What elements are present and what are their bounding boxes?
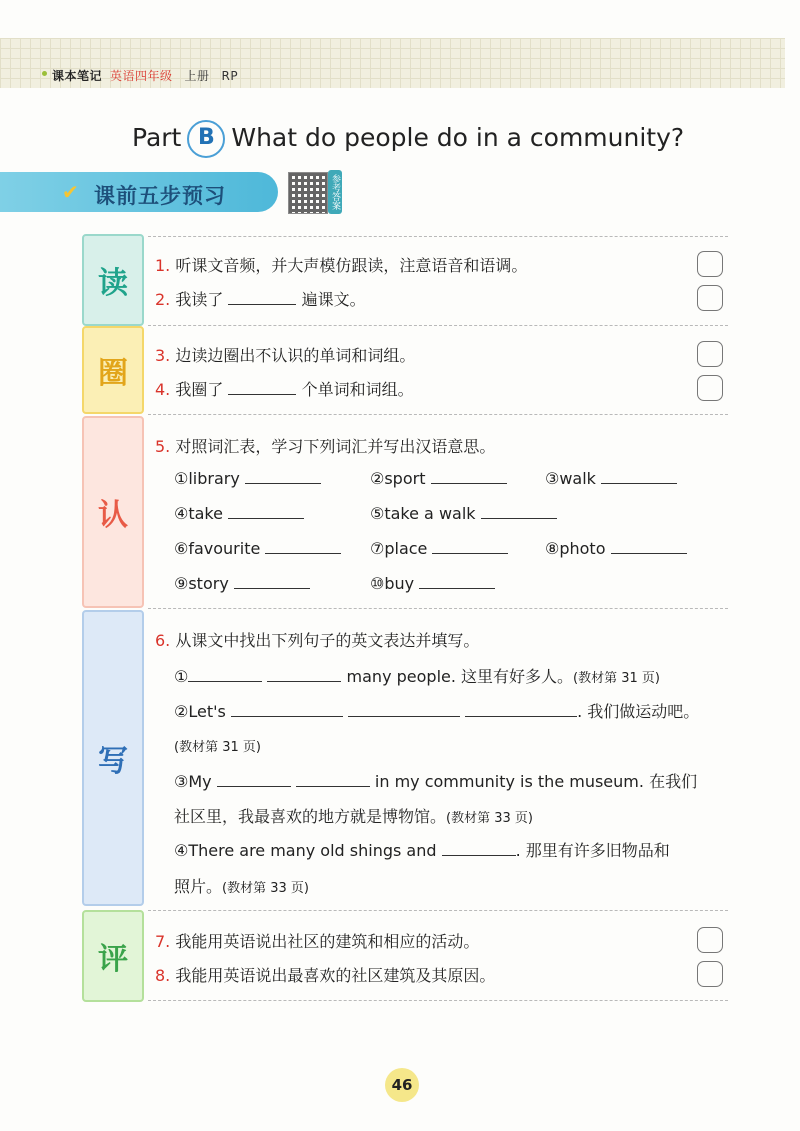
sentence-text: many people.	[346, 667, 456, 686]
divider	[148, 608, 728, 609]
fill-blank[interactable]	[228, 394, 296, 395]
item-text-post: 遍课文。	[301, 290, 366, 309]
banner-title: 课前五步预习	[94, 184, 226, 208]
vocab-word: ③walk	[545, 469, 596, 488]
item-number: 8.	[155, 966, 171, 985]
item-text-post: 个单词和词组。	[301, 380, 414, 399]
item-number: 5.	[155, 437, 171, 456]
sentence-text: ③My	[174, 772, 212, 791]
fill-blank[interactable]	[234, 588, 310, 589]
sentence-text: in my community is the museum.	[374, 772, 644, 791]
header-edition: RP	[221, 69, 239, 83]
sentence-cn: 社区里，我最喜欢的地方就是博物馆。	[174, 807, 447, 826]
vocab-item	[174, 539, 341, 558]
item-1	[155, 253, 527, 276]
item-number: 6.	[155, 631, 171, 650]
vocab-item	[174, 469, 321, 488]
item-text: 听课文音频，并大声模仿跟读，注意语音和语调。	[175, 256, 528, 275]
textbook-ref: (教材第 33 页)	[222, 881, 309, 896]
vocab-item	[370, 469, 507, 488]
item-text: 边读边圈出不认识的单词和词组。	[175, 346, 416, 365]
fill-blank[interactable]	[188, 681, 262, 682]
divider	[148, 910, 728, 911]
fill-blank[interactable]	[419, 588, 495, 589]
divider	[148, 236, 728, 237]
item-number: 2.	[155, 290, 171, 309]
sentence-4-cont	[174, 874, 309, 897]
fill-blank[interactable]	[217, 786, 291, 787]
textbook-ref: (教材第 31 页)	[174, 740, 261, 755]
qr-tag: 参考答案	[328, 170, 342, 214]
item-8	[155, 963, 495, 986]
sentence-cn: 我们做运动吧。	[587, 702, 700, 721]
fill-blank[interactable]	[267, 681, 341, 682]
fill-blank[interactable]	[442, 855, 516, 856]
sentence-2: ②Let's . 我们做运动吧。	[174, 702, 700, 721]
fill-blank[interactable]	[601, 483, 677, 484]
fill-blank[interactable]	[432, 553, 508, 554]
check-icon: ✔	[62, 180, 79, 204]
item-number: 4.	[155, 380, 171, 399]
header-dot	[42, 71, 47, 76]
fill-blank[interactable]	[481, 518, 557, 519]
sentence-3	[174, 769, 697, 792]
fill-blank[interactable]	[231, 716, 343, 717]
vocab-word: ⑩buy	[370, 574, 415, 593]
sentence-4: ④There are many old shings and . 那里有许多旧物品和	[174, 841, 670, 860]
item-number: 1.	[155, 256, 171, 275]
fill-blank[interactable]	[245, 483, 321, 484]
sentence-number: ①	[174, 667, 189, 686]
sentence-cn: 那里有许多旧物品和	[525, 841, 670, 860]
item-text: 从课文中找出下列句子的英文表达并填写。	[175, 631, 480, 650]
item-3	[155, 343, 415, 366]
section-evaluate-label: 评	[82, 910, 144, 1002]
vocab-word: ④take	[174, 504, 223, 523]
sentence-1	[174, 664, 660, 687]
header-subject: 英语四年级	[110, 69, 173, 83]
fill-blank[interactable]	[265, 553, 341, 554]
fill-blank[interactable]	[296, 786, 370, 787]
divider	[148, 414, 728, 415]
sentence-text: ②Let's	[174, 702, 226, 721]
item-5	[155, 434, 495, 457]
vocab-word: ②sport	[370, 469, 426, 488]
title-letter-badge: B	[187, 120, 225, 158]
vocab-word: ⑥favourite	[174, 539, 261, 558]
vocab-item	[174, 504, 304, 523]
vocab-word: ①library	[174, 469, 240, 488]
sentence-text: ④There are many old shings and	[174, 841, 437, 860]
item-number: 3.	[155, 346, 171, 365]
qr-code-icon[interactable]	[288, 172, 328, 214]
checkbox[interactable]	[697, 341, 723, 367]
title-part: Part	[132, 123, 182, 152]
item-number: 7.	[155, 932, 171, 951]
item-6	[155, 628, 479, 651]
section-recognize-label: 认	[82, 416, 144, 608]
vocab-word: ⑦place	[370, 539, 428, 558]
item-text: 我能用英语说出社区的建筑和相应的活动。	[175, 932, 480, 951]
section-read-label: 读	[82, 234, 144, 326]
checkbox[interactable]	[697, 251, 723, 277]
item-text-pre: 我读了	[175, 290, 224, 309]
textbook-ref: (教材第 33 页)	[446, 811, 533, 826]
page-title	[132, 120, 684, 158]
vocab-item	[370, 539, 508, 558]
vocab-item	[174, 574, 310, 593]
section-write-label: 写	[82, 610, 144, 906]
header-text	[52, 67, 238, 84]
textbook-ref: (教材第 31 页)	[573, 671, 660, 686]
vocab-item	[370, 504, 557, 523]
sentence-cn: 在我们	[649, 772, 698, 791]
vocab-item	[545, 539, 687, 558]
fill-blank[interactable]	[348, 716, 460, 717]
item-7	[155, 929, 479, 952]
checkbox[interactable]	[697, 961, 723, 987]
section-circle-label: 圈	[82, 326, 144, 414]
checkbox[interactable]	[697, 285, 723, 311]
item-2	[155, 287, 366, 310]
sentence-cn: 这里有好多人。	[461, 667, 574, 686]
fill-blank[interactable]	[228, 518, 304, 519]
vocab-item	[545, 469, 677, 488]
item-text: 对照词汇表，学习下列词汇并写出汉语意思。	[175, 437, 496, 456]
fill-blank[interactable]	[465, 716, 577, 717]
divider	[148, 1000, 728, 1001]
page-number: 46	[385, 1068, 419, 1102]
fill-blank[interactable]	[228, 304, 296, 305]
checkbox[interactable]	[697, 927, 723, 953]
sentence-3-cont	[174, 804, 533, 827]
fill-blank[interactable]	[431, 483, 507, 484]
title-question: What do people do in a community?	[231, 123, 685, 152]
checkbox[interactable]	[697, 375, 723, 401]
item-4	[155, 377, 414, 400]
vocab-item	[370, 574, 495, 593]
fill-blank[interactable]	[611, 553, 687, 554]
divider	[148, 325, 728, 326]
item-text-pre: 我圈了	[175, 380, 224, 399]
vocab-word: ⑤take a walk	[370, 504, 476, 523]
vocab-word: ⑨story	[174, 574, 229, 593]
sentence-cn: 照片。	[174, 877, 223, 896]
header-volume: 上册	[184, 69, 210, 83]
vocab-word: ⑧photo	[545, 539, 606, 558]
item-text: 我能用英语说出最喜欢的社区建筑及其原因。	[175, 966, 496, 985]
header-series: 课本笔记	[52, 69, 103, 83]
